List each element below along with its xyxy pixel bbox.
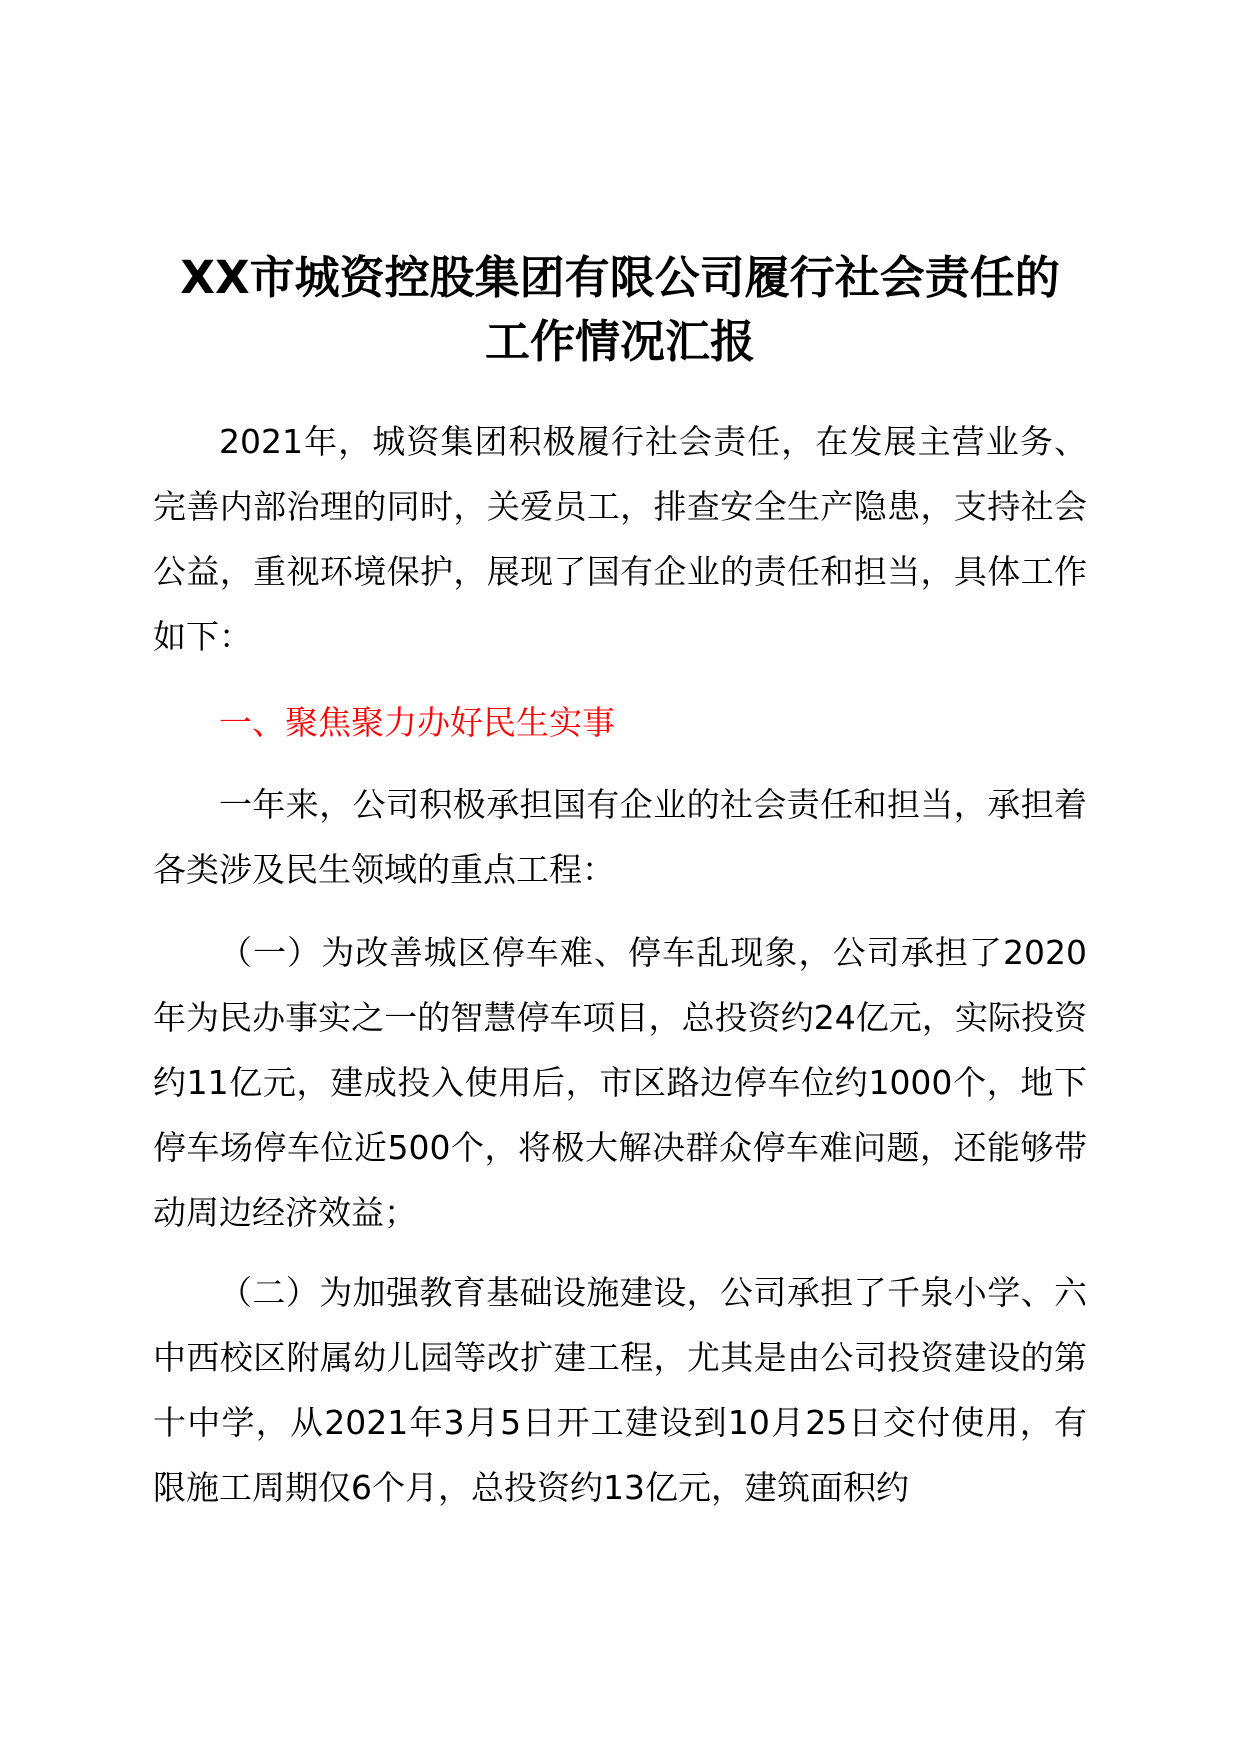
section-1-intro-paragraph: 一年来，公司积极承担国有企业的社会责任和担当，承担着各类涉及民生领域的重点工程： — [153, 785, 1087, 889]
page-title — [150, 246, 1090, 374]
item-1-paragraph: （一）为改善城区停车难、停车乱现象，公司承担了2020年为民办事实之一的智慧停车项目，总投资约24亿元，实际投资约11亿元，建成投入使用后，市区路边停车位约1000个，地下停车场停车位近500个，将极大解决群众停车难问题，还能够带动周边经济效益； — [153, 933, 1087, 1232]
intro-paragraph: 2021年，城资集团积极履行社会责任，在发展主营业务、完善内部治理的同时，关爱员工，排查安全生产隐患，支持社会公益，重视环境保护，展现了国有企业的责任和担当，具体工作如下： — [153, 422, 1087, 656]
title-line-1: XX市城资控股集团有限公司履行社会责任的 — [180, 251, 1060, 304]
section-heading-1: 一、聚焦聚力办好民生实事 — [219, 703, 615, 742]
item-2-paragraph: （二）为加强教育基础设施建设，公司承担了千泉小学、六中西校区附属幼儿园等改扩建工程，尤其是由公司投资建设的第十中学，从2021年3月5日开工建设到10月25日交付使用，有限施工周期仅6个月，总投资约13亿元，建筑面积约 — [153, 1273, 1087, 1507]
title-line-2: 工作情况汇报 — [484, 315, 755, 368]
